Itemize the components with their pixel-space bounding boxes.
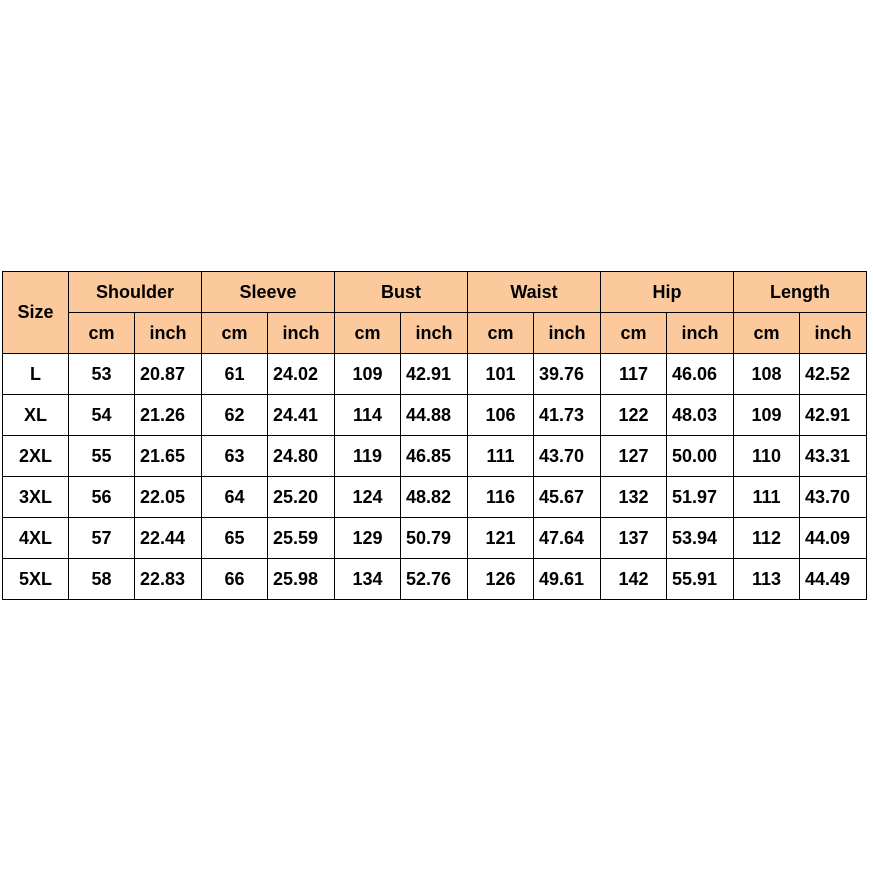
unit-header-inch: inch <box>800 313 867 354</box>
cm-value-cell: 124 <box>335 477 401 518</box>
cm-value-cell: 126 <box>468 559 534 600</box>
inch-value-cell: 43.31 <box>800 436 867 477</box>
inch-value-cell: 43.70 <box>800 477 867 518</box>
inch-value-cell: 21.65 <box>135 436 202 477</box>
cm-value-cell: 121 <box>468 518 534 559</box>
unit-header-cm: cm <box>734 313 800 354</box>
unit-header-cm: cm <box>468 313 534 354</box>
unit-header-inch: inch <box>401 313 468 354</box>
cm-value-cell: 134 <box>335 559 401 600</box>
cm-value-cell: 127 <box>601 436 667 477</box>
unit-header-row <box>3 313 867 354</box>
cm-value-cell: 117 <box>601 354 667 395</box>
inch-value-cell: 20.87 <box>135 354 202 395</box>
inch-value-cell: 39.76 <box>534 354 601 395</box>
inch-value-cell: 51.97 <box>667 477 734 518</box>
unit-header-cm: cm <box>69 313 135 354</box>
inch-value-cell: 24.41 <box>268 395 335 436</box>
inch-value-cell: 25.59 <box>268 518 335 559</box>
cm-value-cell: 64 <box>202 477 268 518</box>
size-cell: 3XL <box>3 477 69 518</box>
cm-value-cell: 62 <box>202 395 268 436</box>
inch-value-cell: 52.76 <box>401 559 468 600</box>
inch-value-cell: 48.82 <box>401 477 468 518</box>
table-row <box>3 436 867 477</box>
inch-value-cell: 25.20 <box>268 477 335 518</box>
cm-value-cell: 108 <box>734 354 800 395</box>
cm-value-cell: 111 <box>734 477 800 518</box>
cm-value-cell: 54 <box>69 395 135 436</box>
cm-value-cell: 137 <box>601 518 667 559</box>
table-row <box>3 477 867 518</box>
cm-value-cell: 129 <box>335 518 401 559</box>
inch-value-cell: 50.00 <box>667 436 734 477</box>
inch-value-cell: 41.73 <box>534 395 601 436</box>
size-cell: XL <box>3 395 69 436</box>
group-header-waist: Waist <box>468 272 601 313</box>
size-chart-table <box>2 271 867 600</box>
inch-value-cell: 47.64 <box>534 518 601 559</box>
cm-value-cell: 122 <box>601 395 667 436</box>
cm-value-cell: 106 <box>468 395 534 436</box>
size-rows <box>3 354 867 600</box>
cm-value-cell: 53 <box>69 354 135 395</box>
unit-header-cm: cm <box>202 313 268 354</box>
inch-value-cell: 53.94 <box>667 518 734 559</box>
inch-value-cell: 46.06 <box>667 354 734 395</box>
inch-value-cell: 44.49 <box>800 559 867 600</box>
unit-header-cm: cm <box>335 313 401 354</box>
size-cell: L <box>3 354 69 395</box>
unit-header-inch: inch <box>534 313 601 354</box>
cm-value-cell: 114 <box>335 395 401 436</box>
cm-value-cell: 58 <box>69 559 135 600</box>
inch-value-cell: 44.09 <box>800 518 867 559</box>
inch-value-cell: 45.67 <box>534 477 601 518</box>
cm-value-cell: 142 <box>601 559 667 600</box>
unit-header-cm: cm <box>601 313 667 354</box>
inch-value-cell: 42.91 <box>800 395 867 436</box>
inch-value-cell: 55.91 <box>667 559 734 600</box>
cm-value-cell: 119 <box>335 436 401 477</box>
group-header-sleeve: Sleeve <box>202 272 335 313</box>
cm-value-cell: 109 <box>734 395 800 436</box>
table-row <box>3 395 867 436</box>
inch-value-cell: 42.52 <box>800 354 867 395</box>
inch-value-cell: 24.02 <box>268 354 335 395</box>
table-row <box>3 559 867 600</box>
cm-value-cell: 116 <box>468 477 534 518</box>
inch-value-cell: 21.26 <box>135 395 202 436</box>
inch-value-cell: 22.05 <box>135 477 202 518</box>
size-header: Size <box>3 272 69 354</box>
cm-value-cell: 132 <box>601 477 667 518</box>
inch-value-cell: 44.88 <box>401 395 468 436</box>
size-cell: 5XL <box>3 559 69 600</box>
cm-value-cell: 57 <box>69 518 135 559</box>
inch-value-cell: 46.85 <box>401 436 468 477</box>
group-header-bust: Bust <box>335 272 468 313</box>
inch-value-cell: 22.44 <box>135 518 202 559</box>
cm-value-cell: 65 <box>202 518 268 559</box>
inch-value-cell: 25.98 <box>268 559 335 600</box>
inch-value-cell: 22.83 <box>135 559 202 600</box>
group-header-row <box>3 272 867 313</box>
inch-value-cell: 24.80 <box>268 436 335 477</box>
group-header-hip: Hip <box>601 272 734 313</box>
inch-value-cell: 48.03 <box>667 395 734 436</box>
cm-value-cell: 66 <box>202 559 268 600</box>
cm-value-cell: 55 <box>69 436 135 477</box>
group-header-shoulder: Shoulder <box>69 272 202 313</box>
inch-value-cell: 49.61 <box>534 559 601 600</box>
size-cell: 2XL <box>3 436 69 477</box>
table-row <box>3 518 867 559</box>
cm-value-cell: 110 <box>734 436 800 477</box>
size-cell: 4XL <box>3 518 69 559</box>
cm-value-cell: 109 <box>335 354 401 395</box>
cm-value-cell: 56 <box>69 477 135 518</box>
group-header-length: Length <box>734 272 867 313</box>
cm-value-cell: 101 <box>468 354 534 395</box>
unit-header-inch: inch <box>135 313 202 354</box>
table-row <box>3 354 867 395</box>
cm-value-cell: 111 <box>468 436 534 477</box>
inch-value-cell: 42.91 <box>401 354 468 395</box>
cm-value-cell: 63 <box>202 436 268 477</box>
unit-header-inch: inch <box>268 313 335 354</box>
unit-header-inch: inch <box>667 313 734 354</box>
inch-value-cell: 43.70 <box>534 436 601 477</box>
cm-value-cell: 113 <box>734 559 800 600</box>
cm-value-cell: 61 <box>202 354 268 395</box>
cm-value-cell: 112 <box>734 518 800 559</box>
inch-value-cell: 50.79 <box>401 518 468 559</box>
